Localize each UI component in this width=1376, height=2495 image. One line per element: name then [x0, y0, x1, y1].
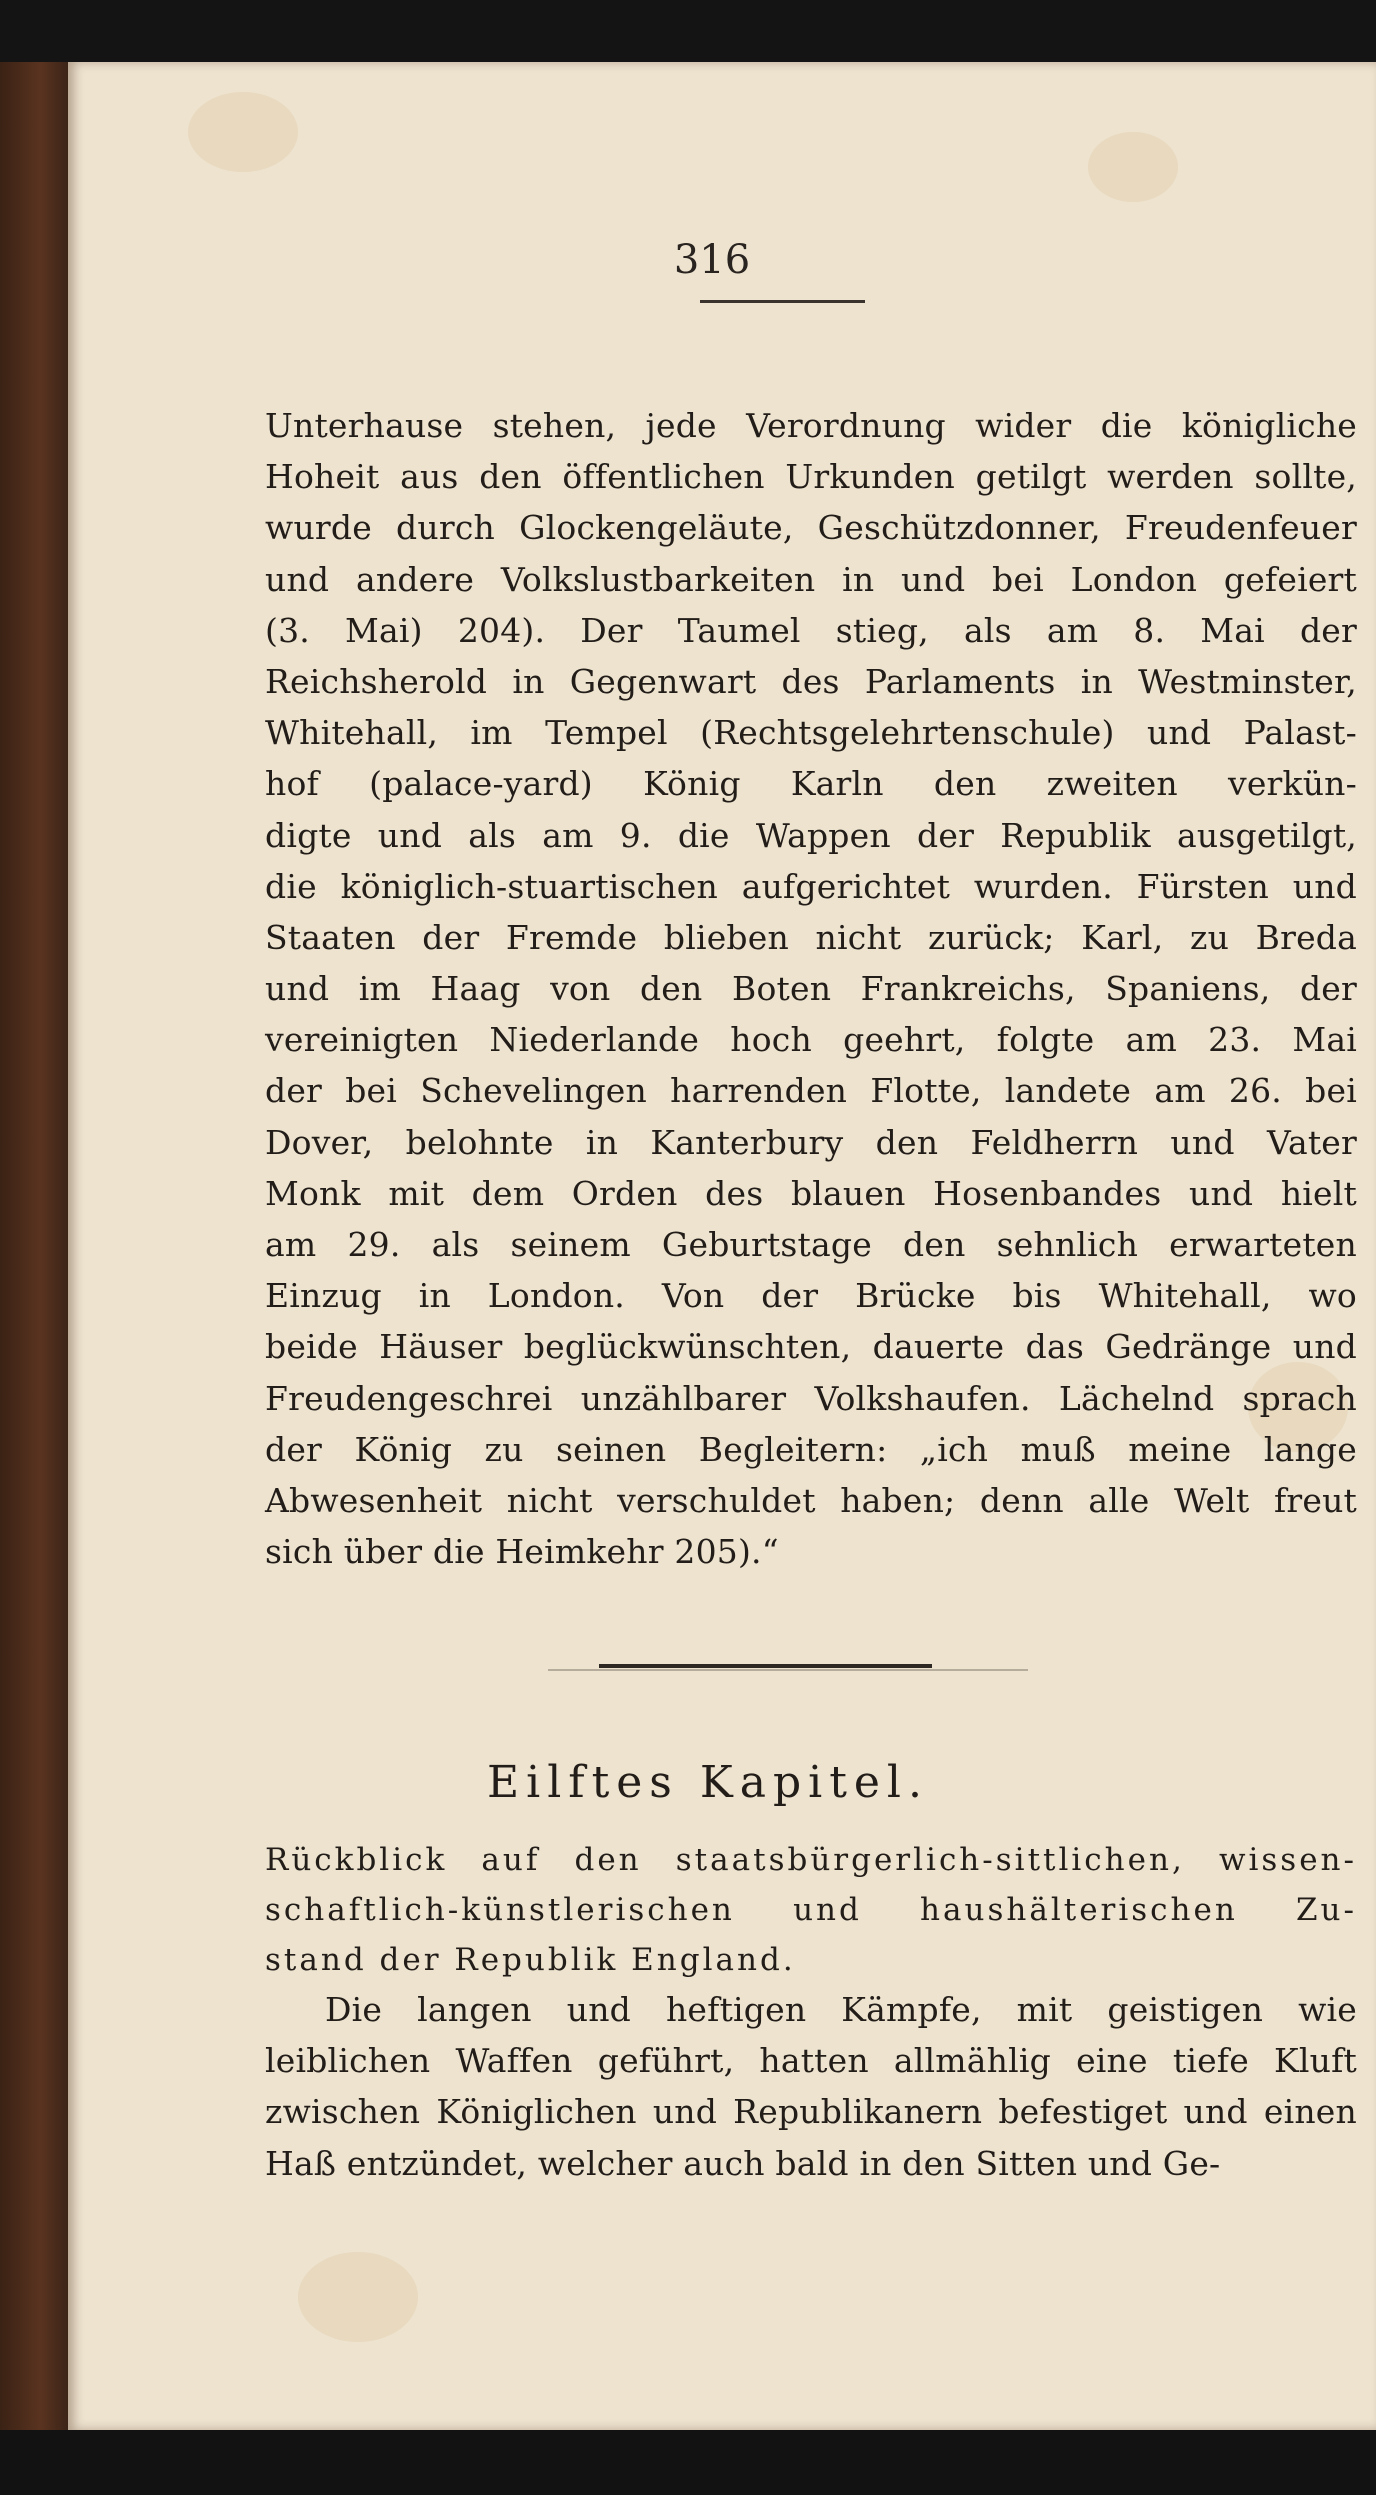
- page-number: 316: [673, 237, 751, 283]
- text-line: zwischen Königlichen und Republikanern befestiget und einen: [265, 2092, 1357, 2132]
- paper-stain: [1088, 132, 1178, 202]
- text-line: Abwesenheit nicht verschuldet haben; denn alle Welt freut: [265, 1480, 1357, 1520]
- text-line: Freudengeschrei unzählbarer Volkshaufen. Lächelnd sprach: [265, 1378, 1357, 1418]
- body-paragraph-1: [265, 400, 1357, 1577]
- text-line: der König zu seinen Begleitern: „ich muß meine lange: [265, 1429, 1357, 1469]
- book-page: [68, 62, 1376, 2430]
- scan-top-border: [0, 0, 1376, 62]
- text-line: und im Haag von den Boten Frankreichs, Spaniens, der: [265, 969, 1357, 1009]
- text-line: der bei Schevelingen harrenden Flotte, landete am 26. bei: [265, 1071, 1357, 1111]
- paper-stain: [188, 92, 298, 172]
- page-number-rule: [700, 300, 865, 303]
- text-line: am 29. als seinem Geburtstage den sehnlich erwarteten: [265, 1225, 1357, 1264]
- text-line: Whitehall, im Tempel (Rechtsgelehrtenschule) und Palast-: [265, 713, 1357, 753]
- summary-line: stand der Republik England.: [265, 1942, 796, 1978]
- text-line: die königlich-stuartischen aufgerichtet wurden. Fürsten und: [265, 866, 1357, 906]
- scan-bottom-border: [0, 2430, 1376, 2495]
- text-line: digte und als am 9. die Wappen der Republik ausgetilgt,: [265, 815, 1357, 855]
- summary-line: schaftlich-künstlerischen und haushälterischen Zu-: [265, 1892, 1357, 1928]
- text-line: wurde durch Glockengeläute, Geschützdonner, Freudenfeuer: [265, 508, 1357, 548]
- text-line: Haß entzündet, welcher auch bald in den Sitten und Ge-: [265, 2143, 1221, 2183]
- text-line: Reichsherold in Gegenwart des Parlaments in Westminster,: [265, 661, 1357, 701]
- text-line: Hoheit aus den öffentlichen Urkunden getilgt werden sollte,: [265, 457, 1357, 497]
- paper-stain: [298, 2252, 418, 2342]
- text-line: Die langen und heftigen Kämpfe, mit geistigen wie: [325, 1990, 1357, 2029]
- text-line: beide Häuser beglückwünschten, dauerte das Gedränge und: [265, 1327, 1357, 1367]
- text-line: Monk mit dem Orden des blauen Hosenbandes und hielt: [265, 1173, 1357, 1213]
- body-paragraph-2: [265, 1984, 1357, 2189]
- summary-line: Rückblick auf den staatsbürgerlich-sittlichen, wissen-: [265, 1842, 1357, 1878]
- chapter-summary: [265, 1835, 1357, 1985]
- text-line: hof (palace-yard) König Karln den zweiten verkün-: [265, 764, 1357, 804]
- section-divider-shadow: [548, 1669, 1028, 1671]
- text-line: Einzug in London. Von der Brücke bis Whitehall, wo: [265, 1276, 1357, 1316]
- text-line: (3. Mai) 204). Der Taumel stieg, als am 8. Mai der: [265, 610, 1357, 650]
- book-spine: [0, 62, 68, 2430]
- text-line: Unterhause stehen, jede Verordnung wider die königliche: [265, 406, 1357, 445]
- text-line: vereinigten Niederlande hoch geehrt, folgte am 23. Mai: [265, 1020, 1357, 1060]
- text-line: leiblichen Waffen geführt, hatten allmählig eine tiefe Kluft: [265, 2041, 1357, 2081]
- text-line: Dover, belohnte in Kanterbury den Feldherrn und Vater: [265, 1122, 1357, 1162]
- chapter-heading: Eilftes Kapitel.: [487, 1757, 929, 1808]
- text-line: sich über die Heimkehr 205).“: [265, 1532, 779, 1572]
- section-divider: [599, 1664, 932, 1668]
- text-line: Staaten der Fremde blieben nicht zurück; Karl, zu Breda: [265, 917, 1357, 957]
- text-line: und andere Volkslustbarkeiten in und bei London gefeiert: [265, 559, 1357, 599]
